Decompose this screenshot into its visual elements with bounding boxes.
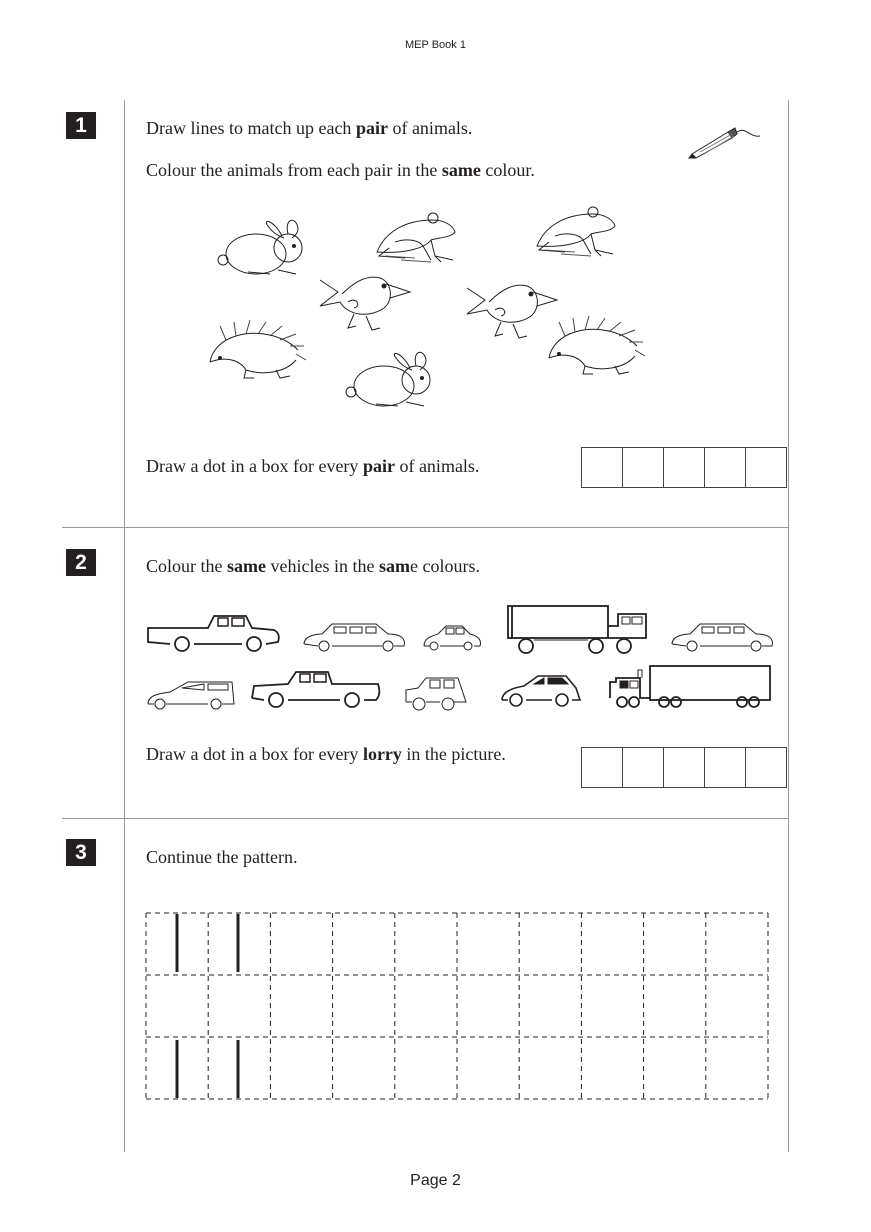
animals-picture (200, 200, 650, 420)
q1-task-text-end: of animals. (394, 456, 480, 476)
q2-line1-text-end: e colours. (409, 556, 480, 576)
vehicles-picture (140, 600, 780, 720)
q2-answer-boxes (581, 747, 787, 788)
q1-instruction-colour (146, 160, 535, 181)
right-margin-line (788, 100, 789, 1152)
pattern-grid[interactable] (145, 912, 769, 1102)
pickup-truck-icon (252, 672, 379, 707)
q3-instruction: Continue the pattern. (146, 847, 298, 867)
section-divider-1 (62, 527, 789, 528)
frog-icon (537, 207, 615, 256)
q1-line2-text: Colour the animals from each pair in the (146, 160, 442, 180)
section-divider-2 (62, 818, 789, 819)
q1-instruction-match (146, 118, 472, 139)
q2-task-text: Draw a dot in a box for every (146, 744, 363, 764)
q2-line1-bold: same (227, 556, 266, 576)
answer-box[interactable] (664, 748, 705, 787)
q1-line2-bold: same (441, 160, 481, 180)
q2-line1-text: Colour the (146, 556, 227, 576)
rabbit-icon (218, 220, 302, 274)
bird-icon (320, 277, 410, 330)
question-number-1: 1 (66, 112, 96, 139)
limousine-icon (672, 624, 772, 651)
question-number-3: 3 (66, 839, 96, 866)
q1-task (146, 456, 479, 477)
q2-line1-text-mid: vehicles in the (266, 556, 379, 576)
pickup-truck-icon (148, 616, 279, 651)
left-margin-line (124, 100, 125, 1152)
q1-task-text: Draw a dot in a box for every (146, 456, 363, 476)
book-title: MEP Book 1 (405, 39, 466, 51)
q2-task-bold: lorry (362, 744, 402, 764)
answer-box[interactable] (746, 448, 786, 487)
limousine-icon (304, 624, 404, 651)
answer-box[interactable] (623, 448, 664, 487)
q1-line2-text-end: colour. (480, 160, 535, 180)
page-number: Page 2 (410, 1172, 461, 1189)
estate-car-icon (148, 682, 234, 709)
q1-line1-text: Draw lines to match up each (146, 118, 356, 138)
bird-icon (467, 285, 557, 338)
q1-line1-bold: pair (355, 118, 388, 138)
q1-task-bold: pair (362, 456, 395, 476)
answer-box[interactable] (623, 748, 664, 787)
answer-box[interactable] (746, 748, 786, 787)
small-car-icon (424, 626, 481, 650)
answer-box[interactable] (705, 748, 746, 787)
hedgehog-icon (549, 316, 645, 374)
q1-answer-boxes (581, 447, 787, 488)
q2-instruction (146, 556, 480, 577)
hedgehog-icon (210, 320, 306, 378)
answer-box[interactable] (582, 748, 623, 787)
answer-box[interactable] (705, 448, 746, 487)
lorry-icon (508, 606, 646, 653)
hatchback-icon (502, 676, 580, 706)
q2-task-text-end: in the picture. (401, 744, 506, 764)
rabbit-icon (346, 352, 430, 406)
jeep-icon (406, 678, 466, 710)
answer-box[interactable] (582, 448, 623, 487)
pattern-strokes (177, 914, 238, 1098)
lorry-icon (610, 666, 770, 707)
q2-task (146, 744, 506, 765)
frog-icon (377, 213, 455, 262)
answer-box[interactable] (664, 448, 705, 487)
q1-line1-text-end: of animals. (387, 118, 473, 138)
pencil-icon (688, 124, 763, 160)
q2-line1-bold-2: sam (378, 556, 410, 576)
question-number-2: 2 (66, 549, 96, 576)
